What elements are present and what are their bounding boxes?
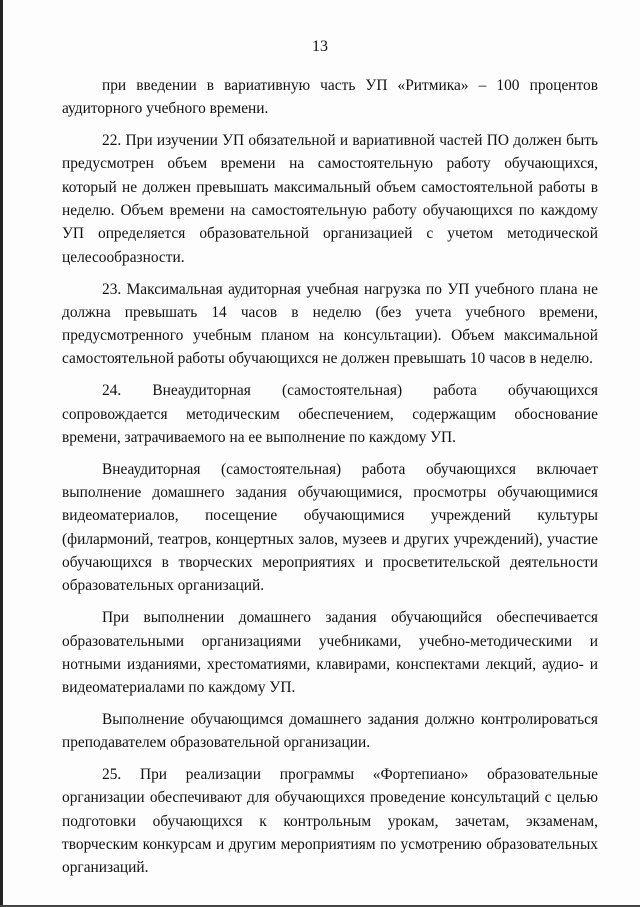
scan-edge-left [0,0,3,907]
paragraph-25: 25. При реализации программы «Фортепиано» образовательные организации обеспечивают для обучающихся проведение консультаций с целью подготовки обучающихся к контрольным урокам, зачетам, экзаменам, творческим конкурсам и другим мероприятиям по усмотрению образовательных организаций. [62,766,598,877]
paragraph-22: 22. При изучении УП обязательной и вариативной частей ПО должен быть предусмотрен объем времени на самостоятельную работу обучающихся, который не должен превышать максимальный объем самостоятельной работы в неделю. Объем времени на самостоятельную работу обучающихся по каждому УП определяется образовательной организацией с учетом методической целесообразности. [62,132,598,266]
paragraph-homework-provision: При выполнении домашнего задания обучающийся обеспечивается образовательными организациями учебниками, учебно-методическими и нотными изданиями, хрестоматиями, клавирами, конспектами лекций, аудио- и видеоматериалами по каждому УП. [62,609,598,697]
paragraph-24: 24. Внеаудиторная (самостоятельная) работа обучающихся сопровождается методическим обеспечением, содержащим обоснование времени, затрачиваемого на ее выполнение по каждому УП. [62,382,598,446]
paragraph-extracurricular-work: Внеаудиторная (самостоятельная) работа обучающихся включает выполнение домашнего задания обучающимися, просмотры обучающимися видеоматериалов, посещение обучающимися учреждений культуры (филармоний, театров, концертных залов, музеев и других учреждений), участие обучающихся в творческих мероприятиях и просветительской деятельности образовательных организаций. [62,460,598,595]
document-body [62,74,598,880]
paragraph-23: 23. Максимальная аудиторная учебная нагрузка по УП учебного плана не должна превышать 14 часов в неделю (без учета учебного времени, предусмотренного учебным планом на консультации). Объем максимальной самостоятельной работы обучающихся не должен превышать 10 часов в неделю. [62,280,598,368]
paragraph-continuation: при введении в вариативную часть УП «Ритмика» – 100 процентов аудиторного учебного времени. [62,77,598,118]
paragraph-homework-control: Выполнение обучающимся домашнего задания должно контролироваться преподавателем образовательной организации. [62,710,598,752]
page-number: 13 [312,38,328,55]
